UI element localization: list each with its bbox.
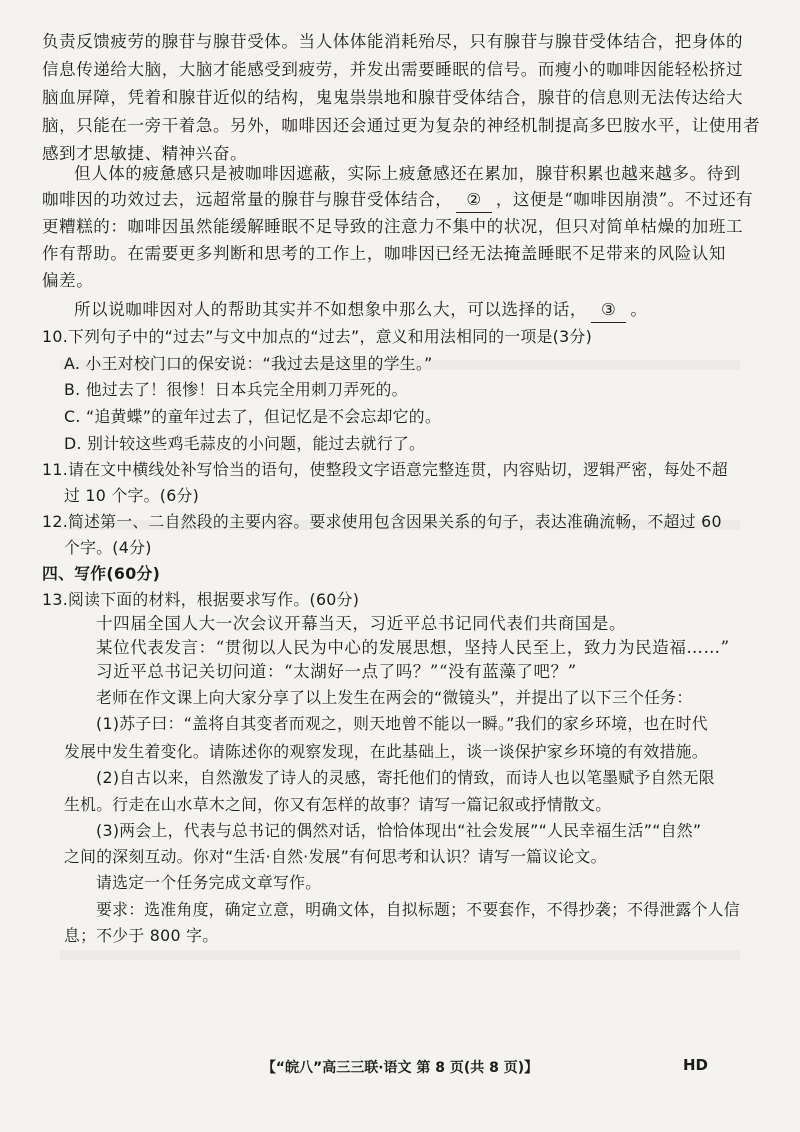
- footer-code: HD: [682, 1056, 708, 1074]
- choose-task-instruction: 请选定一个任务完成文章写作。: [96, 873, 322, 892]
- material-line: 某位代表发言：“贯彻以人民为中心的发展思想，坚持人民至上，致力为民造福……”: [96, 638, 730, 657]
- requirements-cont: 息；不少于 800 字。: [64, 926, 219, 945]
- passage-p1-line: 脑血屏障，凭着和腺苷近似的结构，鬼鬼祟祟地和腺苷受体结合，腺苷的信息则无法传达给大: [42, 88, 744, 107]
- material-line: 习近平总书记关切问道：“太湖好一点了吗？”“没有蓝藻了吧？”: [96, 662, 577, 681]
- question-10-option-b: B. 他过去了！很惨！日本兵完全用刺刀弄死的。: [64, 380, 408, 399]
- passage-p1-line: 信息传递给大脑，大脑才能感受到疲劳，并发出需要睡眠的信号。而瘦小的咖啡因能轻松挤过: [42, 60, 744, 79]
- question-11-stem: 11.请在文中横线处补写恰当的语句，使整段文字语意完整连贯，内容贴切，逻辑严密，每处不超: [42, 460, 728, 479]
- task-2-cont: 生机。行走在山水草木之间，你又有怎样的故事？请写一篇记叙或抒情散文。: [64, 795, 612, 814]
- passage-text: ，这便是“咖啡因崩溃”。不过还有: [495, 190, 754, 209]
- task-2: (2)自古以来，自然激发了诗人的灵感，寄托他们的情致，而诗人也以笔墨赋予自然无限: [96, 768, 715, 787]
- question-10-option-c: C. “追黄蝶”的童年过去了，但记忆是不会忘却它的。: [64, 407, 441, 426]
- task-1: (1)苏子曰：“盖将自其变者而观之，则天地曾不能以一瞬。”我们的家乡环境，也在时代: [96, 714, 708, 733]
- passage-p2-line: 作有帮助。在需要更多判断和思考的工作上，咖啡因已经无法掩盖睡眠不足带来的风险认知: [42, 244, 726, 263]
- question-11-stem-cont: 过 10 个字。(6分): [64, 486, 200, 505]
- question-10-option-a: A. 小王对校门口的保安说：“我过去是这里的学生。”: [64, 354, 433, 373]
- passage-p2-line: 但人体的疲惫感只是被咖啡因遮蔽，实际上疲惫感还在累加，腺苷积累也越来越多。待到: [74, 164, 741, 183]
- question-10-option-d: D. 别计较这些鸡毛蒜皮的小问题，能过去就行了。: [64, 434, 426, 453]
- task-1-cont: 发展中发生着变化。请陈述你的观察发现，在此基础上，谈一谈保护家乡环境的有效措施。: [64, 742, 708, 761]
- task-3-cont: 之间的深刻互动。你对“生活·自然·发展”有何思考和认识？请写一篇议论文。: [64, 847, 607, 866]
- material-line: 十四届全国人大一次会议开幕当天，习近平总书记同代表们共商国是。: [96, 614, 627, 633]
- task-intro: 老师在作文课上向大家分享了以上发生在两会的“微镜头”，并提出了以下三个任务：: [96, 688, 693, 707]
- passage-p2-line: 偏差。: [42, 271, 94, 290]
- question-10-stem: 10.下列句子中的“过去”与文中加点的“过去”，意义和用法相同的一项是(3分): [42, 327, 593, 346]
- passage-p1-line: 负责反馈疲劳的腺苷与腺苷受体。当人体体能消耗殆尽，只有腺苷与腺苷受体结合，把身体的: [42, 32, 744, 51]
- passage-text: 所以说咖啡因对人的帮助其实并不如想象中那么大，可以选择的话，: [74, 300, 587, 319]
- passage-p1-line: 感到才思敏捷、精神兴奋。: [42, 144, 248, 163]
- passage-text: 。: [630, 300, 648, 319]
- question-12-stem-cont: 个字。(4分): [64, 538, 152, 557]
- passage-p2-line-with-blank: [42, 188, 762, 213]
- section-heading-writing: 四、写作(60分): [42, 564, 161, 583]
- bleed-through: [60, 950, 740, 960]
- answer-blank-2[interactable]: ②: [456, 188, 491, 213]
- page-footer: 【“皖八”高三三联·语文 第 8 页(共 8 页)】: [261, 1060, 539, 1076]
- answer-blank-3[interactable]: ③: [591, 298, 626, 323]
- passage-p2-line: 更糟糕的：咖啡因虽然能缓解睡眠不足导致的注意力不集中的状况，但只对简单枯燥的加班工: [42, 217, 744, 236]
- question-12-stem: 12.简述第一、二自然段的主要内容。要求使用包含因果关系的句子，表达准确流畅，不超过 60: [42, 512, 722, 531]
- requirements: 要求：选准角度，确定立意，明确文体，自拟标题；不要套作，不得抄袭；不得泄露个人信: [96, 900, 740, 919]
- passage-p1-line: 脑，只能在一旁干着急。另外，咖啡因还会通过更为复杂的神经机制提高多巴胺水平，让使用者: [42, 116, 761, 135]
- task-3: (3)两会上，代表与总书记的偶然对话，恰恰体现出“社会发展”“人民幸福生活”“自然”: [96, 821, 702, 840]
- passage-text: 咖啡因的功效过去，远超常量的腺苷与腺苷受体结合，: [42, 190, 453, 209]
- question-13-stem: 13.阅读下面的材料，根据要求写作。(60分): [42, 590, 360, 609]
- passage-p3-line: [74, 298, 762, 323]
